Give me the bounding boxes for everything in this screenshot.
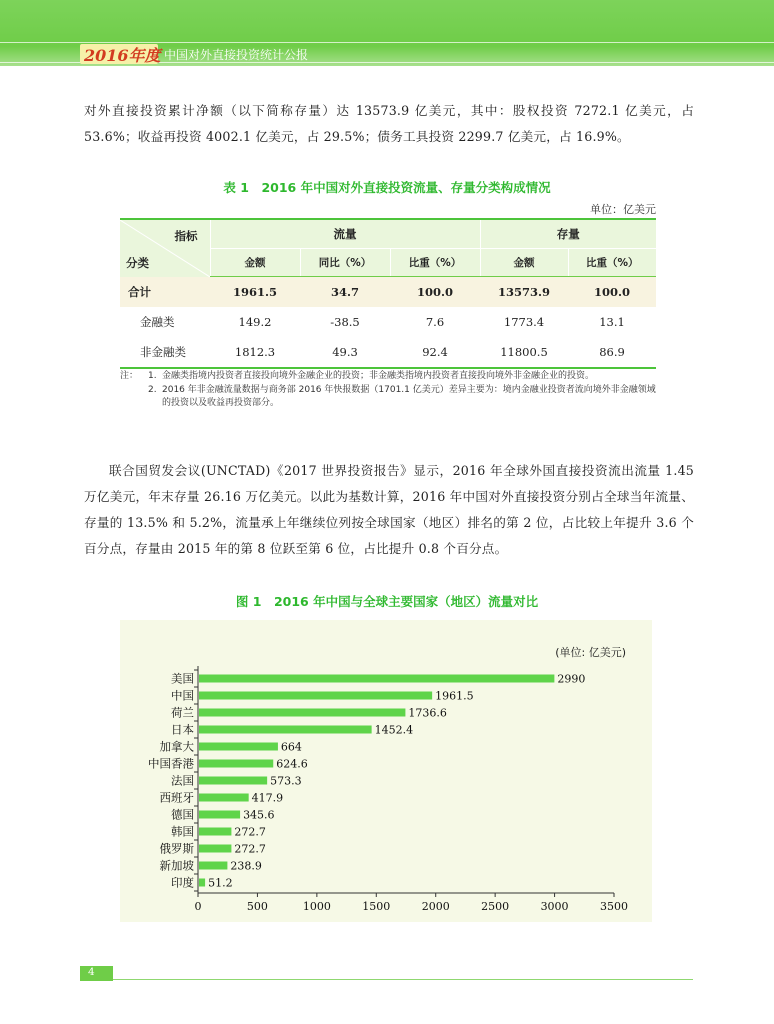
x-tick-label: 1000 <box>302 900 331 913</box>
category-label: 新加坡 <box>159 858 194 873</box>
cell-flow-yoy: 49.3 <box>300 337 390 368</box>
bar-value-label: 1452.4 <box>374 723 414 737</box>
bar-value-label: 1736.6 <box>408 706 447 720</box>
table-row-total <box>120 277 656 308</box>
note-label: 注： <box>120 371 139 381</box>
x-tick-label: 3000 <box>540 900 569 913</box>
sub-header: 比重（%） <box>390 249 480 277</box>
bar-value-label: 2990 <box>557 672 586 686</box>
table-row-nonfinancial <box>120 337 656 368</box>
sub-header: 金额 <box>480 249 568 277</box>
sub-header: 比重（%） <box>568 249 656 277</box>
chart-bar <box>199 777 267 785</box>
paragraph-unctad: 联合国贸发会议(UNCTAD)《2017 世界投资报告》显示，2016 年全球外国直接投资流出流量 1.45 万亿美元，年末存量 26.16 万亿美元。以此为基数计算，2016 年中国对外直接投资分别占全球当年流量、存量的 13.5% 和 5.2%，流量承上年继续位列按全球国家（地区）排名的第 2 位，占比较上年提升 3.6 个百分点，存量由 2015 年的第 8 位跃至第 6 位，占比提升 0.8 个百分点。 <box>84 463 694 556</box>
chart-unit-label: (单位: 亿美元) <box>555 646 626 659</box>
cell-flow-share: 92.4 <box>390 337 480 368</box>
chart-svg <box>120 620 652 922</box>
chart-bar <box>199 726 372 734</box>
chart-bar <box>199 811 240 819</box>
table-unit: 单位：亿美元 <box>590 203 656 216</box>
cell-flow-yoy: 34.7 <box>300 277 390 308</box>
chart-bar <box>199 760 273 768</box>
chart-bar <box>199 692 432 700</box>
bar-value-label: 272.7 <box>234 842 266 856</box>
chart-bar <box>199 862 227 870</box>
category-label: 印度 <box>171 875 194 890</box>
bar-value-label: 238.9 <box>230 859 262 873</box>
sub-header: 同比（%） <box>300 249 390 277</box>
row-label: 合计 <box>120 277 210 308</box>
category-label: 韩国 <box>171 824 194 839</box>
cell-stock-amount: 11800.5 <box>480 337 568 368</box>
chart-bar <box>199 743 278 751</box>
category-label: 俄罗斯 <box>159 841 194 856</box>
corner-label-indicator: 指标 <box>174 229 198 243</box>
cell-flow-yoy: -38.5 <box>330 315 360 329</box>
table-notes <box>120 370 660 411</box>
category-label: 西班牙 <box>159 790 194 805</box>
page-number: 4 <box>88 966 95 978</box>
chart-bar <box>199 709 405 717</box>
bar-value-label: 664 <box>280 740 302 754</box>
chart-bar <box>199 879 205 887</box>
cell-stock-amount: 1773.4 <box>503 315 545 329</box>
cell-stock-share: 86.9 <box>568 337 656 368</box>
category-label: 日本 <box>171 722 194 737</box>
bar-value-label: 51.2 <box>208 876 233 890</box>
chart-bar <box>199 794 249 802</box>
header-title: 中国对外直接投资统计公报 <box>164 48 309 62</box>
table-row-financial <box>120 307 656 337</box>
group-header-stock: 存量 <box>480 219 656 249</box>
cell-flow-amount: 1812.3 <box>210 337 300 368</box>
bar-value-label: 345.6 <box>243 808 275 822</box>
figure-caption: 图 1 2016 年中国与全球主要国家（地区）流量对比 <box>235 594 539 609</box>
investment-table <box>120 218 656 369</box>
table-note <box>120 384 660 411</box>
cell-flow-amount: 149.2 <box>238 315 272 329</box>
flow-comparison-chart <box>120 620 652 922</box>
row-label: 非金融类 <box>120 337 210 368</box>
x-tick-label: 3500 <box>600 900 628 913</box>
category-label: 加拿大 <box>159 739 194 754</box>
cell-stock-share: 100.0 <box>568 277 656 308</box>
bar-value-label: 272.7 <box>234 825 266 839</box>
cell-stock-share: 13.1 <box>599 315 625 329</box>
note-text: 金融类指境内投资者直接投向境外金融企业的投资；非金融类指境内投资者直接投向境外非金融企业的投资。 <box>162 371 595 381</box>
x-tick-label: 0 <box>194 900 202 913</box>
bar-value-label: 1961.5 <box>435 689 474 703</box>
chart-bar <box>199 845 231 853</box>
x-tick-label: 2500 <box>481 900 510 913</box>
footer-divider <box>113 979 693 980</box>
category-label: 中国香港 <box>148 756 194 771</box>
table-caption: 表 1 2016 年中国对外直接投资流量、存量分类构成情况 <box>223 180 551 195</box>
cell-flow-amount: 1961.5 <box>210 277 300 308</box>
group-header-flow: 流量 <box>210 219 480 249</box>
category-label: 美国 <box>171 671 194 686</box>
category-label: 法国 <box>171 773 194 788</box>
category-label: 中国 <box>171 688 194 703</box>
row-label: 金融类 <box>140 315 175 329</box>
sub-header: 金额 <box>210 249 300 277</box>
corner-label-category: 分类 <box>126 255 149 270</box>
note-number: 2. <box>148 384 157 395</box>
bar-value-label: 417.9 <box>251 791 284 805</box>
page-number-tab <box>80 966 113 981</box>
category-label: 德国 <box>171 807 194 822</box>
note-number: 1. <box>148 371 157 381</box>
category-label: 荷兰 <box>171 705 194 720</box>
note-text: 2016 年非金融流量数据与商务部 2016 年快报数据（1701.1 亿美元）差异主要为：境内金融业投资者流向境外非金融领域的投资以及收益再投资部分。 <box>162 384 656 408</box>
table-corner-cell <box>120 219 210 277</box>
x-tick-label: 500 <box>246 900 268 913</box>
bar-value-label: 624.6 <box>276 757 308 771</box>
bar-value-label: 573.3 <box>270 774 302 788</box>
cell-flow-share: 7.6 <box>425 315 445 329</box>
x-tick-label: 2000 <box>421 900 450 913</box>
header-year: 2016年度 <box>84 46 161 65</box>
x-tick-label: 1500 <box>362 900 391 913</box>
paragraph-stock-composition: 对外直接投资累计净额（以下简称存量）达 13573.9 亿美元，其中：股权投资 7272.1 亿美元，占 53.6%；收益再投资 4002.1 亿美元，占 29.5%；债务工具投资 2299.7 亿美元，占 16.9%。 <box>84 103 694 144</box>
cell-flow-share: 100.0 <box>390 277 480 308</box>
cell-stock-amount: 13573.9 <box>480 277 568 308</box>
table-note <box>120 370 660 384</box>
chart-bar <box>199 828 231 836</box>
chart-bar <box>199 675 554 683</box>
